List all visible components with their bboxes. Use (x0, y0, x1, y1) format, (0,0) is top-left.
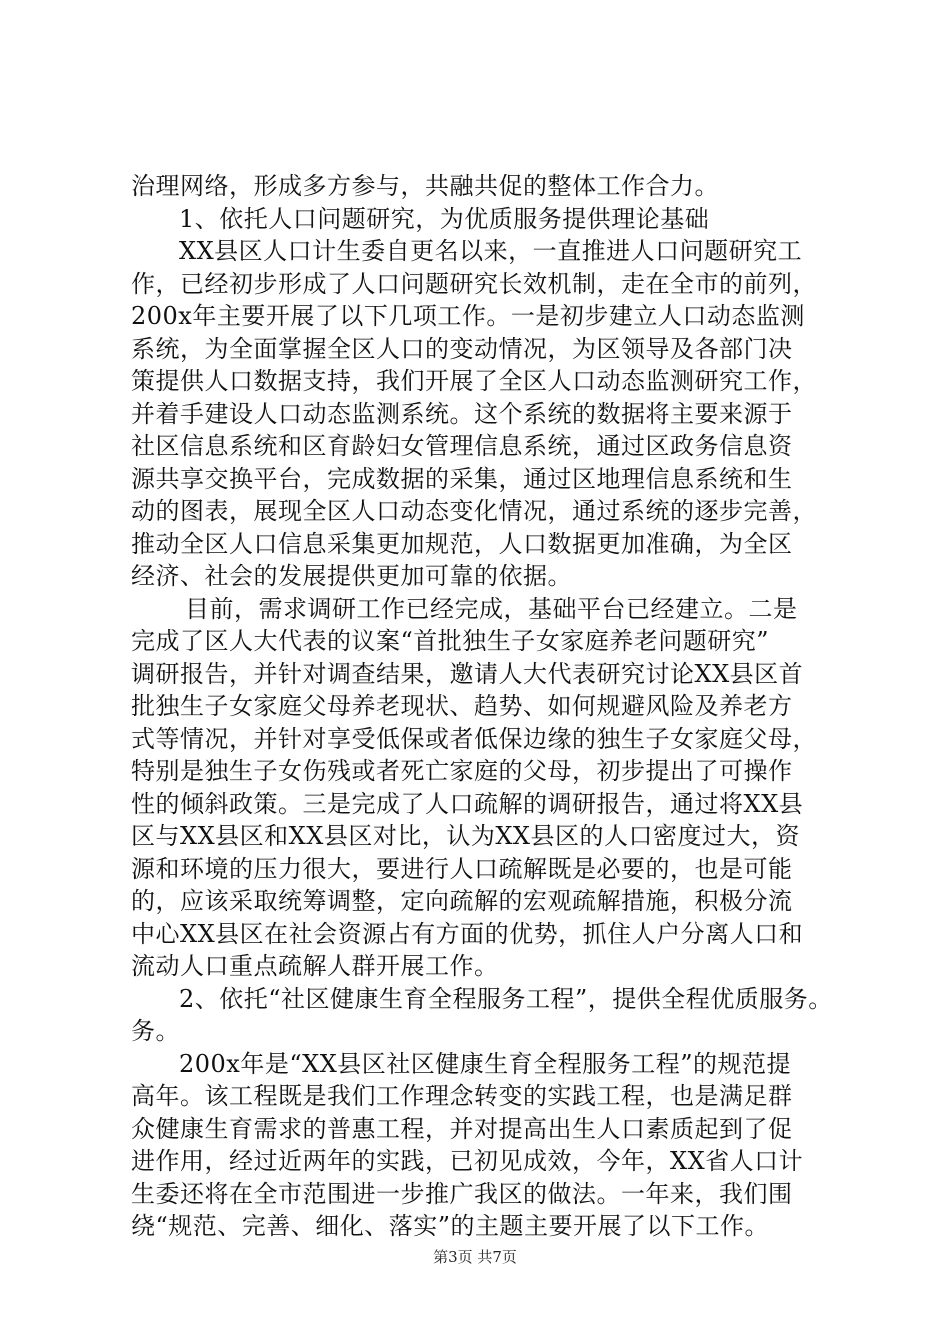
text-line: 并着手建设人口动态监测系统。这个系统的数据将主要来源于 (131, 399, 793, 428)
text-line: 治理网络，形成多方参与，共融共促的整体工作合力。 (131, 172, 719, 200)
text-line: 高年。该工程既是我们工作理念转变的实践工程，也是满足群 (131, 1082, 793, 1110)
text-line: 绕“规范、完善、细化、落实”的主题主要开展了以下工作。 (131, 1212, 770, 1240)
text-line: 策提供人口数据支持，我们开展了全区人口动态监测研究工作， (131, 367, 817, 395)
text-line: 作，已经初步形成了人口问题研究长效机制，走在全市的前列， (131, 269, 817, 298)
text-line: 200x年是“XX县区社区健康生育全程服务工程”的规范提 (179, 1049, 792, 1078)
text-line: 经济、社会的发展提供更加可靠的依据。 (131, 562, 572, 590)
text-line: 进作用，经过近两年的实践，已初见成效，今年，XX省人口计 (131, 1147, 804, 1175)
text-line: 系统，为全面掌握全区人口的变动情况，为区领导及各部门决 (131, 334, 793, 363)
text-line: 生委还将在全市范围进一步推广我区的做法。一年来，我们围 (131, 1179, 793, 1208)
body-text (131, 170, 831, 1243)
page-number-footer: 第3页 共7页 (433, 1248, 517, 1266)
text-line: 批独生子女家庭父母养老现状、趋势、如何规避风险及养老方 (131, 692, 793, 720)
text-line: 式等情况，并针对享受低保或者低保边缘的独生子女家庭父母， (131, 724, 817, 753)
text-line: 推动全区人口信息采集更加规范，人口数据更加准确，为全区 (131, 529, 793, 558)
text-line: 完成了区人大代表的议案“首批独生子女家庭养老问题研究” (131, 627, 770, 655)
text-line: 中心XX县区在社会资源占有方面的优势，抓住人户分离人口和 (131, 919, 804, 948)
text-line: 务。 (131, 1017, 180, 1045)
section-heading-1: 1、依托人口问题研究，为优质服务提供理论基础 (179, 204, 710, 233)
text-line: 源和环境的压力很大，要进行人口疏解既是必要的，也是可能 (131, 854, 793, 883)
text-line: 特别是独生子女伤残或者死亡家庭的父母，初步提出了可操作 (131, 757, 793, 785)
text-line: 社区信息系统和区育龄妇女管理信息系统，通过区政务信息资 (131, 432, 793, 460)
text-line: 调研报告，并针对调查结果，邀请人大代表研究讨论XX县区首 (131, 659, 804, 688)
text-line: 200x年主要开展了以下几项工作。一是初步建立人口动态监测 (131, 302, 805, 330)
text-line: 目前，需求调研工作已经完成，基础平台已经建立。二是 (185, 594, 798, 623)
text-line: XX县区人口计生委自更名以来，一直推进人口问题研究工 (179, 237, 803, 265)
text-line: 动的图表，展现全区人口动态变化情况，通过系统的逐步完善， (131, 497, 817, 525)
text-line: 众健康生育需求的普惠工程，并对提高出生人口素质起到了促 (131, 1114, 793, 1143)
text-line: 的，应该采取统筹调整，定向疏解的宏观疏解措施，积极分流 (131, 887, 793, 915)
section-heading-2: 2、依托“社区健康生育全程服务工程”，提供全程优质服务。 (179, 984, 833, 1013)
text-line: 区与XX县区和XX县区对比，认为XX县区的人口密度过大，资 (131, 822, 801, 850)
text-line: 性的倾斜政策。三是完成了人口疏解的调研报告，通过将XX县 (131, 789, 804, 818)
text-line: 流动人口重点疏解人群开展工作。 (131, 952, 499, 980)
text-line: 源共享交换平台，完成数据的采集，通过区地理信息系统和生 (131, 464, 793, 493)
